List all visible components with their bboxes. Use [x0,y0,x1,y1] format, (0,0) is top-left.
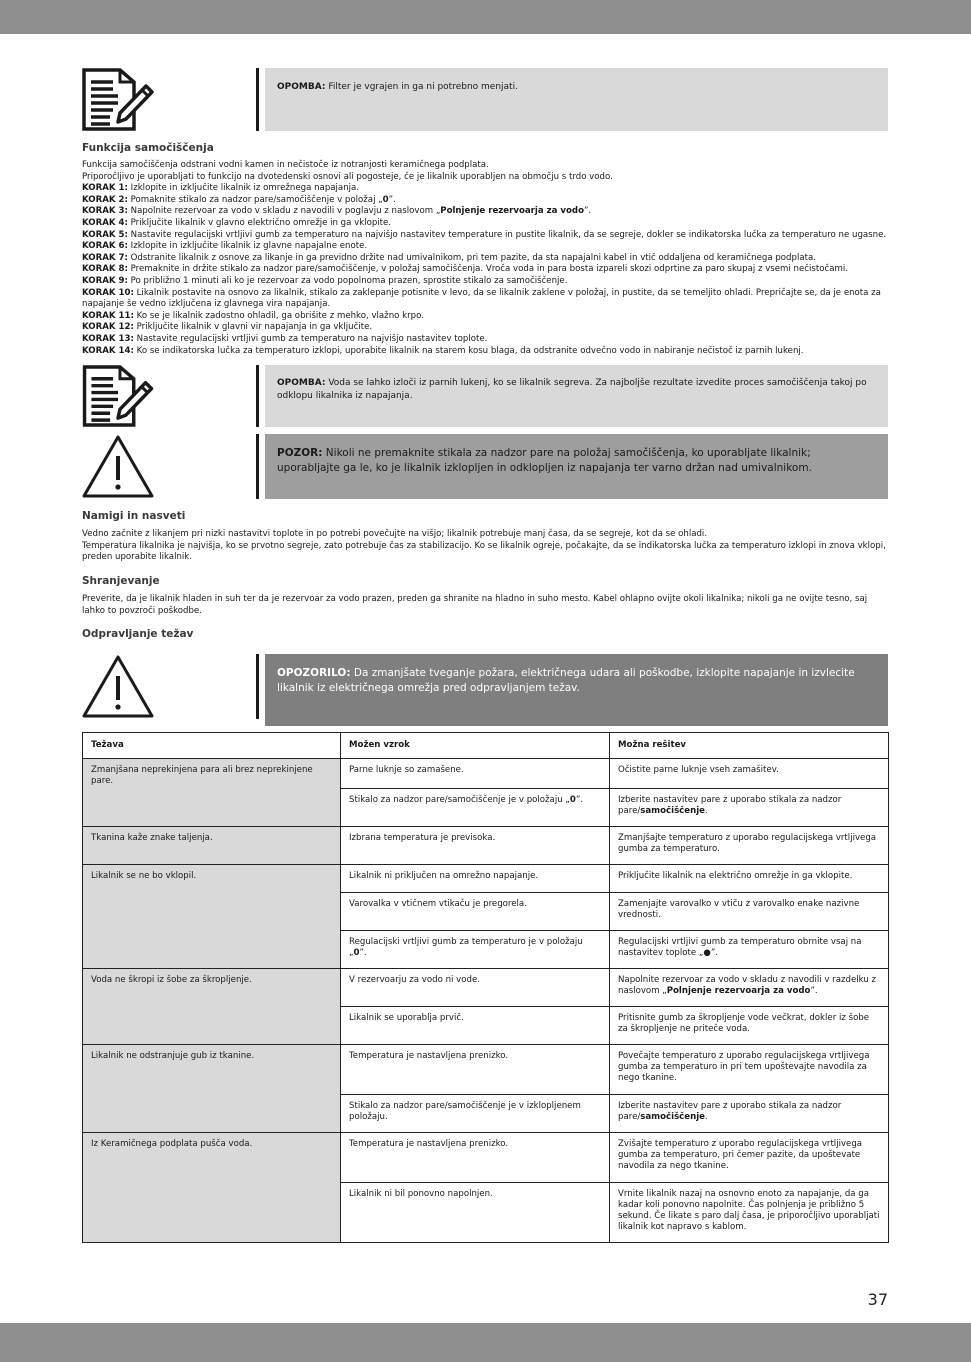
note-label: OPOMBA: [277,378,326,388]
note-divider [256,68,259,131]
cause-cell: Regulacijski vrtljivi gumb za temperaturo je v položaju „0”. [341,931,610,969]
caution-block [82,434,888,499]
note-filter [82,68,888,131]
note-water-leak [82,365,888,427]
caution-box [265,434,888,499]
solution-cell: Napolnite rezervoar za vodo v skladu z navodili v razdelku z naslovom „Polnjenje rezervoarja za vodo”. [610,969,889,1007]
table-row [83,969,889,1007]
tips-line: Vedno začnite z likanjem pri nizki nastavitvi toplote in po potrebi povečujte na višjo; likalnik potrebuje manj časa, da se segreje, kot da se ohladi. [82,529,708,539]
intro-line: Priporočljivo je uporabljati to funkcijo na dvotedenski osnovi ali pogosteje, če je likalnik uporabljen na območju s trdo vodo. [82,171,613,182]
step-line: KORAK 4: Priključite likalnik v glavno električno omrežje in ga vklopite. [82,217,392,228]
column-header: Težava [83,733,341,759]
table-row [83,759,889,789]
intro-line: Funkcija samočiščenja odstrani vodni kamen in nečistoče iz notranjosti keramičnega podplata. [82,160,489,170]
table-row [83,1045,889,1095]
caution-label: POZOR: [277,447,323,459]
problem-cell: Likalnik ne odstranjuje gub iz tkanine. [83,1045,341,1133]
cause-cell: Likalnik se uporablja prvič. [341,1007,610,1045]
cause-cell: Likalnik ni bil ponovno napolnjen. [341,1183,610,1243]
top-bar [0,0,971,34]
solution-cell: Pritisnite gumb za škropljenje vode večkrat, dokler iz šobe za škropljenje ne priteče voda. [610,1007,889,1045]
solution-cell: Povečajte temperaturo z uporabo regulacijskega vrtljivega gumba za temperaturo in pri tem upoštevajte navodila za nego tkanine. [610,1045,889,1095]
problem-cell: Voda ne škropi iz šobe za škropljenje. [83,969,341,1045]
problem-cell: Iz Keramičnega podplata pušča voda. [83,1133,341,1243]
cause-cell: V rezervoarju za vodo ni vode. [341,969,610,1007]
cause-cell: Stikalo za nadzor pare/samočiščenje je v položaju „0”. [341,789,610,827]
heading-troubleshooting: Odpravljanje težav [82,628,194,640]
step-line: KORAK 10: Likalnik postavite na osnovo za likalnik, stikalo za zaklepanje potisnite v levo, da se likalnik zaklene v položaj, in pustite, da se temeljito ohladi. Prepričajte se, da je enota za napajanje še vedno izključena iz glavnega vira napajanja. [82,287,881,310]
heading-storage: Shranjevanje [82,575,160,587]
cause-cell: Parne luknje so zamašene. [341,759,610,789]
problem-cell: Zmanjšana neprekinjena para ali brez neprekinjene pare. [83,759,341,827]
step-line: KORAK 1: Izklopite in izključite likalnik iz omrežnega napajanja. [82,183,360,194]
solution-cell: Zamenjajte varovalko v vtiču z varovalko enake nazivne vrednosti. [610,893,889,931]
cause-cell: Temperatura je nastavljena prenizko. [341,1045,610,1095]
note-pencil-icon [82,365,154,427]
solution-cell: Vrnite likalnik nazaj na osnovno enoto za napajanje, da ga kadar koli ponovno napolnite. Čas polnjenja je približno 5 sekund. Če likate s paro dalj časa, je priporočljivo uporabljati likalnik kot napravo s kablom. [610,1183,889,1243]
warning-block [82,654,888,726]
note-pencil-icon [82,68,154,131]
table-row [83,865,889,893]
problem-cell: Tkanina kaže znake taljenja. [83,827,341,865]
caution-divider [256,434,259,499]
troubleshooting-table [82,732,889,1243]
column-header: Možen vzrok [341,733,610,759]
step-line: KORAK 5: Nastavite regulacijski vrtljivi gumb za temperaturo na najvišjo nastavitev temperature in pustite likalnik, da se segreje, dokler se indikatorska lučka za temperaturo ne ugasne. [82,229,887,240]
solution-cell: Regulacijski vrtljivi gumb za temperaturo obrnite vsaj na nastavitev toplote „●”. [610,931,889,969]
solution-cell: Zmanjšajte temperaturo z uporabo regulacijskega vrtljivega gumba za temperaturo. [610,827,889,865]
table-row [83,1133,889,1183]
solution-cell: Očistite parne luknje vseh zamašitev. [610,759,889,789]
table-header-row [83,733,889,759]
caution-text: Nikoli ne premaknite stikala za nadzor pare na položaj samočiščenja, ko uporabljate likalnik; uporabljajte ga le, ko je likalnik izklopljen in odklopljen iz napajanja ter varno držan nad umivalnikom. [277,447,812,474]
solution-cell: Zvišajte temperaturo z uporabo regulacijskega vrtljivega gumba za temperaturo, pri čemer pazite, da upoštevate navodila za nego tkanine. [610,1133,889,1183]
solution-cell: Izberite nastavitev pare z uporabo stikala za nadzor pare/samočiščenje. [610,1095,889,1133]
step-line: KORAK 6: Izklopite in izključite likalnik iz glavne napajalne enote. [82,241,368,252]
heading-tips: Namigi in nasveti [82,510,186,522]
note-text: Voda se lahko izloči iz parnih lukenj, ko se likalnik segreva. Za najboljše rezultate izvedite proces samočiščenja takoj po odklopu likalnika iz napajanja. [277,378,867,401]
tips-body [82,529,888,564]
step-line: KORAK 11: Ko se je likalnik zadostno ohladil, ga obrišite z mehko, vlažno krpo. [82,310,424,321]
column-header: Možna rešitev [610,733,889,759]
note-label: OPOMBA: [277,82,326,92]
page-number: 37 [867,1290,888,1309]
cause-cell: Stikalo za nadzor pare/samočiščenje je v izklopljenem položaju. [341,1095,610,1133]
warning-triangle-icon [82,434,154,499]
note-box [265,365,888,427]
step-line: KORAK 12: Priključite likalnik v glavni vir napajanja in ga vključite. [82,322,373,333]
cause-cell: Varovalka v vtičnem vtikaču je pregorela. [341,893,610,931]
self-clean-body [82,160,888,357]
warning-triangle-icon [82,654,154,719]
cause-cell: Temperatura je nastavljena prenizko. [341,1133,610,1183]
storage-body: Preverite, da je likalnik hladen in suh ter da je rezervoar za vodo prazen, preden ga shranite na hladno in suho mesto. Kabel ohlapno ovijte okoli likalnika; nikoli ga ne ovijte tesno, saj lahko to povzroči poškodbe. [82,594,868,616]
solution-cell: Izberite nastavitev pare z uporabo stikala za nadzor pare/samočiščenje. [610,789,889,827]
step-line: KORAK 2: Pomaknite stikalo za nadzor pare/samočiščenje v položaj „0”. [82,194,396,205]
tips-line: Temperatura likalnika je najvišja, ko se prvotno segreje, zato potrebuje čas za stabilizacijo. Ko se likalnik ogreje, počakajte, da se indikatorska lučka za temperaturo izklopi in znova vklopi, preden uporabite likalnik. [82,540,886,563]
note-text: Filter je vgrajen in ga ni potrebno menjati. [325,82,518,92]
table-row [83,827,889,865]
warning-text: Da zmanjšate tveganje požara, električnega udara ali poškodbe, izklopite napajanje in izvlecite likalnik iz električnega omrežja pred odpravljanjem težav. [277,667,855,694]
solution-cell: Priključite likalnik na električno omrežje in ga vklopite. [610,865,889,893]
step-line: KORAK 3: Napolnite rezervoar za vodo v skladu z navodili v poglavju z naslovom „Polnjenje rezervoarja za vodo”. [82,206,592,217]
cause-cell: Izbrana temperatura je previsoka. [341,827,610,865]
heading-self-clean: Funkcija samočiščenja [82,142,214,154]
note-divider [256,365,259,427]
problem-cell: Likalnik se ne bo vklopil. [83,865,341,969]
step-line: KORAK 7: Odstranite likalnik z osnove za likanje in ga previdno držite nad umivalnikom, pri tem pazite, da sta napajalni kabel in vtič oddaljena od keramičnega podplata. [82,252,816,263]
warning-box [265,654,888,726]
step-line: KORAK 9: Po približno 1 minuti ali ko je rezervoar za vodo popolnoma prazen, sprostite stikalo za samočiščenje. [82,275,568,286]
step-line: KORAK 14: Ko se indikatorska lučka za temperaturo izklopi, uporabite likalnik na starem kosu blaga, da odstranite odvečno vodo in nabiranje nečistoč iz parnih lukenj. [82,345,804,356]
bottom-bar [0,1323,971,1362]
cause-cell: Likalnik ni priključen na omrežno napajanje. [341,865,610,893]
note-box [265,68,888,131]
warning-divider [256,654,259,719]
step-line: KORAK 8: Premaknite in držite stikalo za nadzor pare/samočiščenje, v položaj samočiščenja. Vroča voda in para bosta izpareli skozi odprtine za paro skupaj z vsemi nečistočami. [82,264,848,275]
step-line: KORAK 13: Nastavite regulacijski vrtljivi gumb za temperaturo na najvišjo nastavitev toplote. [82,333,488,344]
warning-label: OPOZORILO: [277,667,351,679]
